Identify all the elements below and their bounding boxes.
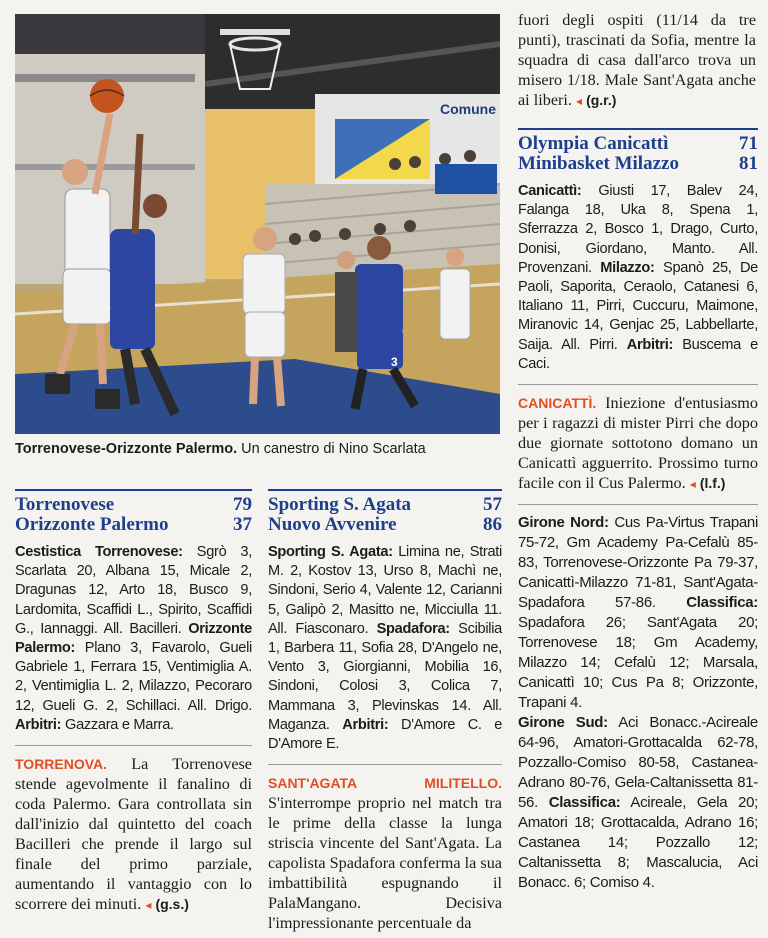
wall-banner-text: Comune bbox=[440, 101, 496, 117]
story-kicker: TORRENOVA. bbox=[15, 756, 108, 773]
story-kicker: CANICATTÌ. bbox=[518, 395, 597, 412]
game-story bbox=[15, 754, 252, 915]
game-canicatti bbox=[518, 128, 758, 893]
author-signature: (g.s.) bbox=[155, 896, 189, 913]
story-text: Iniezione d'entusiasmo per i ragazzi di mister Pirri che dopo due giornate sottotono domano un Canicattì agguerrito. Prossimo turno facile con il Cus Palermo. bbox=[518, 394, 758, 493]
author-signature: (g.r.) bbox=[586, 92, 617, 108]
story-text: S'interrompe proprio nel match tra le prime della classe la lunga striscia vincente del Sant'Agata. La capolista Spadafora conferma la sua imbattibilità espugnando il PalaMangano. Decisiva l'impressionante percentuale da bbox=[268, 794, 502, 933]
away-team: Nuovo Avvenire bbox=[268, 514, 397, 535]
story-text: La Torrenovese stende agevolmente il fanalino di coda Palermo. Gara controllata sin dall'inizio dal quintetto del coach Bacilleri che prende il largo sul finale del primo parziale, aumentando il vantaggio con lo scorrere dei minuti. bbox=[15, 755, 252, 914]
home-score: 71 bbox=[739, 133, 758, 154]
divider bbox=[15, 745, 252, 746]
group-label: Girone Sud: bbox=[518, 714, 608, 732]
divider bbox=[268, 764, 502, 765]
standings-label: Classifica: bbox=[686, 594, 758, 612]
lineups bbox=[518, 182, 758, 374]
group-results: Aci Bonacc.-Acireale 64-96, Amatori-Grottacalda 62-78, Pozzallo-Comiso 80-58, Castanea- Adrano 80-76, Gela-Caltanissetta 81-56. bbox=[518, 714, 758, 812]
game-photo bbox=[15, 14, 500, 434]
lineups bbox=[268, 543, 502, 754]
away-team: Minibasket Milazzo bbox=[518, 153, 679, 174]
lineup-text: Plano 3, Favarolo, Gueli Gabriele 1, Ferrara 15, Ventimiglia A. 2, Ventimiglia L. 2, Milazzo, Pecoraro 12, Gueli G. 2, Schillaci. All. Drigo. bbox=[15, 640, 252, 714]
lineup-text: Giusti 17, Balev 24, Falanga 18, Uka 8, Spena 1, Sferrazza 2, Bosco 1, Drago, Curto, Donisi, Giordano, Manto. All. Provenzani. bbox=[518, 183, 758, 276]
continuation-text: fuori degli ospiti (11/14 da tre punti), trascinati da Sofia, mentre la squadra di casa dall'arco trova un misero 1/18. Male Sant'Agata anche ai liberi. bbox=[518, 11, 756, 109]
lineup-text: Scibilia 1, Barbera 11, Sofia 28, D'Angelo ne, Vento 3, Giorgianni, Mobilia 16, Sindoni, Colosi 3, Colica 7, Mammana 3, Plevinskas 14. All. Maganza. bbox=[268, 620, 502, 733]
game-story bbox=[518, 393, 758, 494]
referees-text: Gazzara e Marra. bbox=[65, 716, 174, 733]
referees-text: D'Amore C. e D'Amore E. bbox=[268, 716, 503, 753]
standings-text: Spadafora 26; Sant'Agata 20; Torrenovese 18; Gm Academy, Milazzo 14; Cefalù 12; Marsala, Canicattì 10; Cus Pa 8; Orizzonte, Trapani 4. bbox=[518, 614, 758, 712]
photo-caption bbox=[15, 441, 500, 457]
end-arrow-icon: ◂ bbox=[575, 94, 583, 108]
scoreboard bbox=[15, 489, 252, 535]
standings bbox=[518, 513, 758, 893]
basketball-action-photo bbox=[15, 14, 500, 434]
lineup-label: Spadafora: bbox=[376, 620, 450, 637]
group-label: Girone Nord: bbox=[518, 514, 609, 532]
game-story bbox=[268, 773, 502, 933]
jersey-number: 3 bbox=[391, 355, 398, 369]
scoreboard bbox=[268, 489, 502, 535]
standings-text: Acireale, Gela 20; Amatori 18; Grottacalda, Adrano 16; Castanea 14; Pozzallo 12; Caltanissetta 8; Mascalucia, Aci Bonacc. 6; Comiso 4. bbox=[518, 794, 759, 892]
referees-label: Arbitri: bbox=[15, 716, 62, 733]
lineup-label: Cestistica Torrenovese: bbox=[15, 544, 183, 560]
referees-label: Arbitri: bbox=[626, 336, 674, 353]
lineups bbox=[15, 543, 252, 735]
story-kicker: SANT'AGATA MILITELLO. bbox=[268, 775, 502, 792]
lineup-label: Orizzonte Palermo: bbox=[15, 620, 252, 657]
divider bbox=[518, 384, 758, 385]
away-score: 86 bbox=[483, 514, 502, 535]
author-signature: (l.f.) bbox=[699, 475, 726, 492]
scoreboard bbox=[518, 128, 758, 174]
lineup-text: Limina ne, Strati M. 2, Kostov 13, Urso 8, Machì ne, Sindoni, Serio 4, Valente 12, Carianni 5, Galipò 2, Masitto ne, Micciulla 11. All. Fiasconaro. bbox=[268, 544, 502, 637]
end-arrow-icon: ◂ bbox=[145, 898, 152, 913]
away-score: 81 bbox=[739, 153, 758, 174]
home-team: Sporting S. Agata bbox=[268, 494, 412, 515]
end-arrow-icon: ◂ bbox=[689, 477, 696, 492]
caption-title: Torrenovese-Orizzonte Palermo. bbox=[15, 441, 238, 457]
lineup-label: Canicattì: bbox=[518, 183, 582, 199]
group-results: Cus Pa-Virtus Trapani 75-72, Gm Academy Pa-Cefalù 85-83, Torrenovese-Orizzonte Pa 79-37, Canicattì-Milazzo 71-81, Sant'Agata-Spadafora 57-86. bbox=[518, 514, 758, 612]
referees-label: Arbitri: bbox=[342, 716, 389, 733]
article-continuation bbox=[518, 10, 756, 111]
away-team: Orizzonte Palermo bbox=[15, 514, 169, 535]
standings-label: Classifica: bbox=[548, 794, 621, 812]
caption-text: Un canestro di Nino Scarlata bbox=[241, 441, 426, 457]
home-team: Torrenovese bbox=[15, 494, 115, 515]
lineup-text: Spanò 25, De Paoli, Saporita, Ceraolo, Catanesi 6, Italiano 11, Pirri, Cuccuru, Maimone, Miranovic 14, Genjac 25, Labbellarte, Saija. All. Pirri. bbox=[518, 259, 759, 353]
lineup-text: Sgrò 3, Scarlata 20, Albana 15, Micale 2, Dragunas 12, Arto 18, Busco 9, Lardomita, Scaffidi L., Spirito, Scaffidi G., Iannaggi. All. Bacilleri. bbox=[15, 544, 252, 637]
game-torrenovese bbox=[15, 489, 252, 915]
divider bbox=[518, 504, 758, 505]
home-team: Olympia Canicattì bbox=[518, 133, 669, 154]
home-score: 79 bbox=[233, 494, 252, 515]
away-score: 37 bbox=[233, 514, 252, 535]
lineup-label: Milazzo: bbox=[600, 259, 655, 276]
basketball bbox=[90, 79, 124, 113]
home-score: 57 bbox=[483, 494, 502, 515]
lineup-label: Sporting S. Agata: bbox=[268, 544, 393, 560]
game-santagata bbox=[268, 489, 502, 933]
referees-text: Buscema e Caci. bbox=[518, 336, 758, 372]
